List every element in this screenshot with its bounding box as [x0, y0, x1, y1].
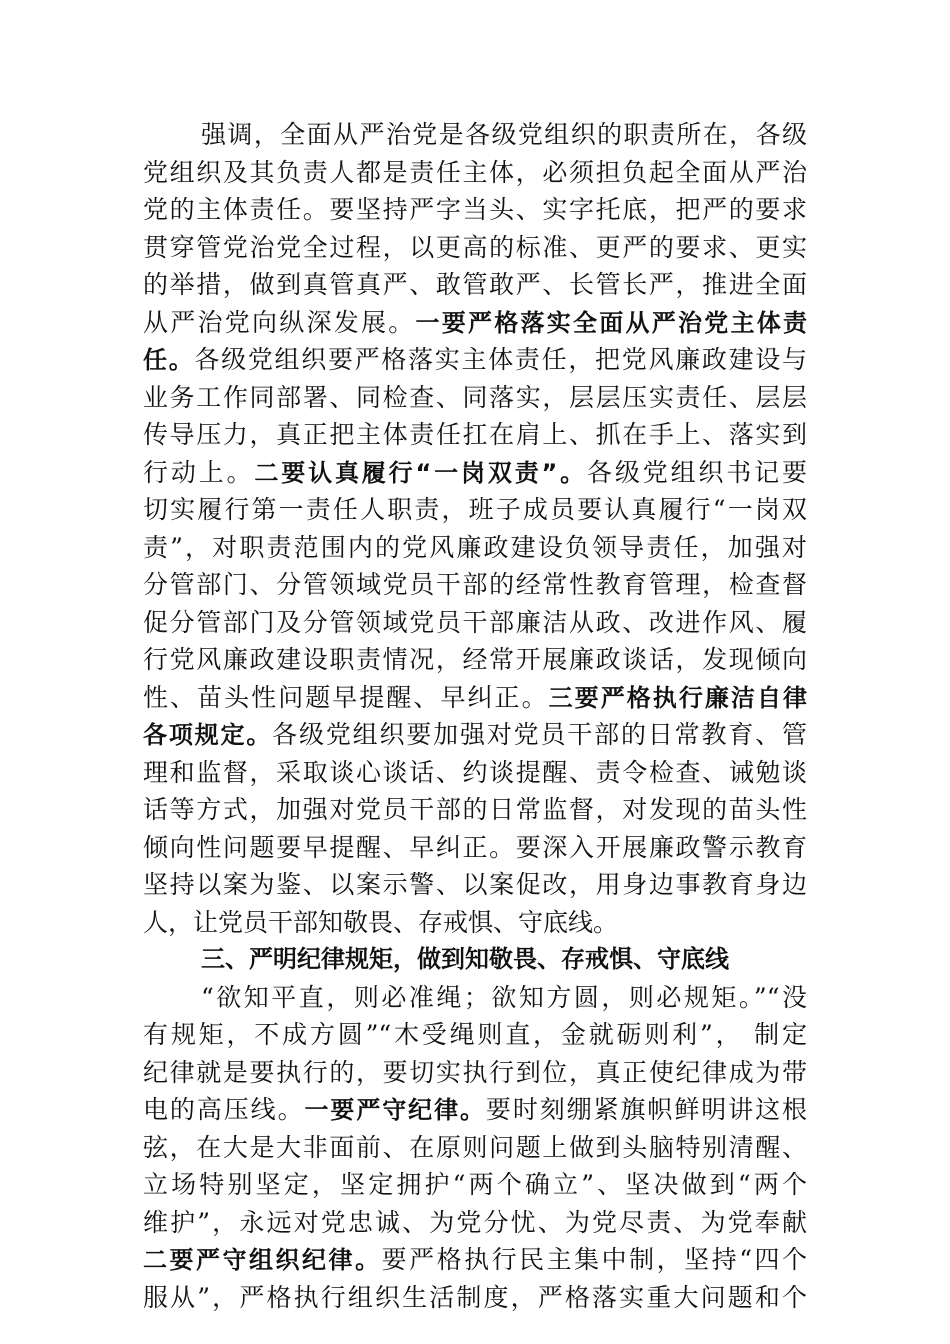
bold-point: 一要严守纪律。	[304, 1096, 486, 1124]
text-segment: 党组织及其负责人都是责任主体，必须担负起全面从严治	[143, 157, 807, 187]
text-segment: 要严格执行民主集中制，坚持“四个	[381, 1245, 807, 1274]
text-segment: 业务工作同部署、同检查、同落实，层层压实责任、层层	[143, 382, 807, 412]
text-segment: 弦，在大是大非面前、在原则问题上做到头脑特别清醒、	[143, 1132, 807, 1162]
text-line	[143, 341, 807, 379]
text-line	[143, 679, 807, 717]
text-segment: 纪律就是要执行的，要切实执行到位，真正使纪律成为带	[143, 1057, 807, 1087]
text-segment: 维护”，永远对党忠诚、为党分忧、为党尽责、为党奉献	[143, 1207, 807, 1237]
text-segment: 各级党组织要严格落实主体责任，把党风廉政建设与	[194, 345, 807, 374]
text-line	[143, 566, 807, 604]
text-segment: 人，让党员干部知敬畏、存戒惧、守底线。	[143, 907, 619, 937]
text-segment: 切实履行第一责任人职责，班子成员要认真履行“一岗双	[143, 495, 807, 524]
text-line	[143, 379, 807, 417]
bold-point: 二要严守组织纪律。	[143, 1246, 382, 1274]
text-line	[143, 1129, 807, 1167]
bold-point: 各项规定。	[143, 721, 273, 749]
text-line	[143, 1241, 807, 1279]
text-line	[143, 1016, 807, 1054]
text-line	[143, 829, 807, 867]
text-segment: 促分管部门及分管领域党员干部廉洁从政、改进作风、履	[143, 607, 807, 637]
bold-point: 三要严格执行廉洁自律	[548, 683, 807, 712]
text-line	[143, 1054, 807, 1092]
text-line	[143, 791, 807, 829]
text-segment: 分管部门、分管领域党员干部的经常性教育管理，检查督	[143, 570, 807, 599]
text-segment: 性、苗头性问题早提醒、早纠正。	[143, 682, 549, 712]
text-segment: 各级党组织要加强对党员干部的日常教育、管	[272, 720, 807, 749]
text-segment: 传导压力，真正把主体责任扛在肩上、抓在手上、落实到	[143, 420, 807, 449]
text-line	[143, 1091, 807, 1129]
text-segment: 服从”，严格执行组织生活制度，严格落实重大问题和个	[143, 1282, 807, 1312]
text-line	[143, 529, 807, 567]
text-segment: 从严治党向纵深发展。	[143, 307, 416, 337]
text-line	[143, 229, 807, 267]
text-segment: 党的主体责任。要坚持严字当头、实字托底，把严的要求	[143, 195, 807, 224]
text-line	[143, 154, 807, 192]
text-segment: 行党风廉政建设职责情况，经常开展廉政谈话，发现倾向	[143, 645, 807, 674]
text-segment: 的举措，做到真管真严、敢管敢严、长管长严，推进全面	[143, 270, 807, 299]
text-line	[143, 904, 807, 942]
bold-point: 二要认真履行“一岗双责”。	[254, 458, 588, 487]
text-segment: 贯穿管党治党全过程，以更高的标准、更严的要求、更实	[143, 232, 807, 262]
bold-point: 任。	[143, 346, 195, 374]
text-line	[143, 716, 807, 754]
text-segment: 电的高压线。	[143, 1095, 305, 1124]
text-line	[143, 266, 807, 304]
text-line	[143, 1279, 807, 1317]
text-segment: “欲知平直，则必准绳；欲知方圆，则必规矩。”“没	[201, 982, 807, 1012]
text-line	[143, 454, 807, 492]
text-line	[143, 304, 807, 342]
text-segment: 行动上。	[143, 457, 255, 487]
text-line	[143, 641, 807, 679]
text-segment: 各级党组织书记要	[587, 457, 807, 487]
text-segment: 要时刻绷紧旗帜鲜明讲这根	[485, 1095, 807, 1124]
text-line	[143, 416, 807, 454]
body-text	[143, 116, 807, 1316]
text-segment: 理和监督，采取谈心谈话、约谈提醒、责令检查、诫勉谈	[143, 757, 807, 787]
text-line	[143, 604, 807, 642]
text-line	[143, 491, 807, 529]
text-line	[143, 866, 807, 904]
text-line	[143, 116, 807, 154]
text-line	[143, 754, 807, 792]
text-segment: 责”，对职责范围内的党风廉政建设负领导责任，加强对	[143, 532, 807, 562]
heading-text: 三、严明纪律规矩，做到知敬畏、存戒惧、守底线	[201, 945, 729, 973]
text-segment: 有规矩，不成方圆”“木受绳则直，金就砺则利”， 制定	[143, 1020, 807, 1049]
text-segment: 倾向性问题要早提醒、早纠正。要深入开展廉政警示教育	[143, 832, 807, 862]
text-segment: 强调，全面从严治党是各级党组织的职责所在，各级	[201, 120, 807, 149]
text-line	[143, 979, 807, 1017]
text-segment: 话等方式，加强对党员干部的日常监督，对发现的苗头性	[143, 795, 807, 824]
text-line	[143, 1166, 807, 1204]
section-heading	[143, 941, 807, 979]
bold-point: 一要严格落实全面从严治党主体责	[415, 308, 807, 337]
text-segment: 立场特别坚定，坚定拥护“两个确立”、坚决做到“两个	[143, 1170, 807, 1199]
text-line	[143, 1204, 807, 1242]
text-line	[143, 191, 807, 229]
text-segment: 坚持以案为鉴、以案示警、以案促改，用身边事教育身边	[143, 870, 807, 899]
